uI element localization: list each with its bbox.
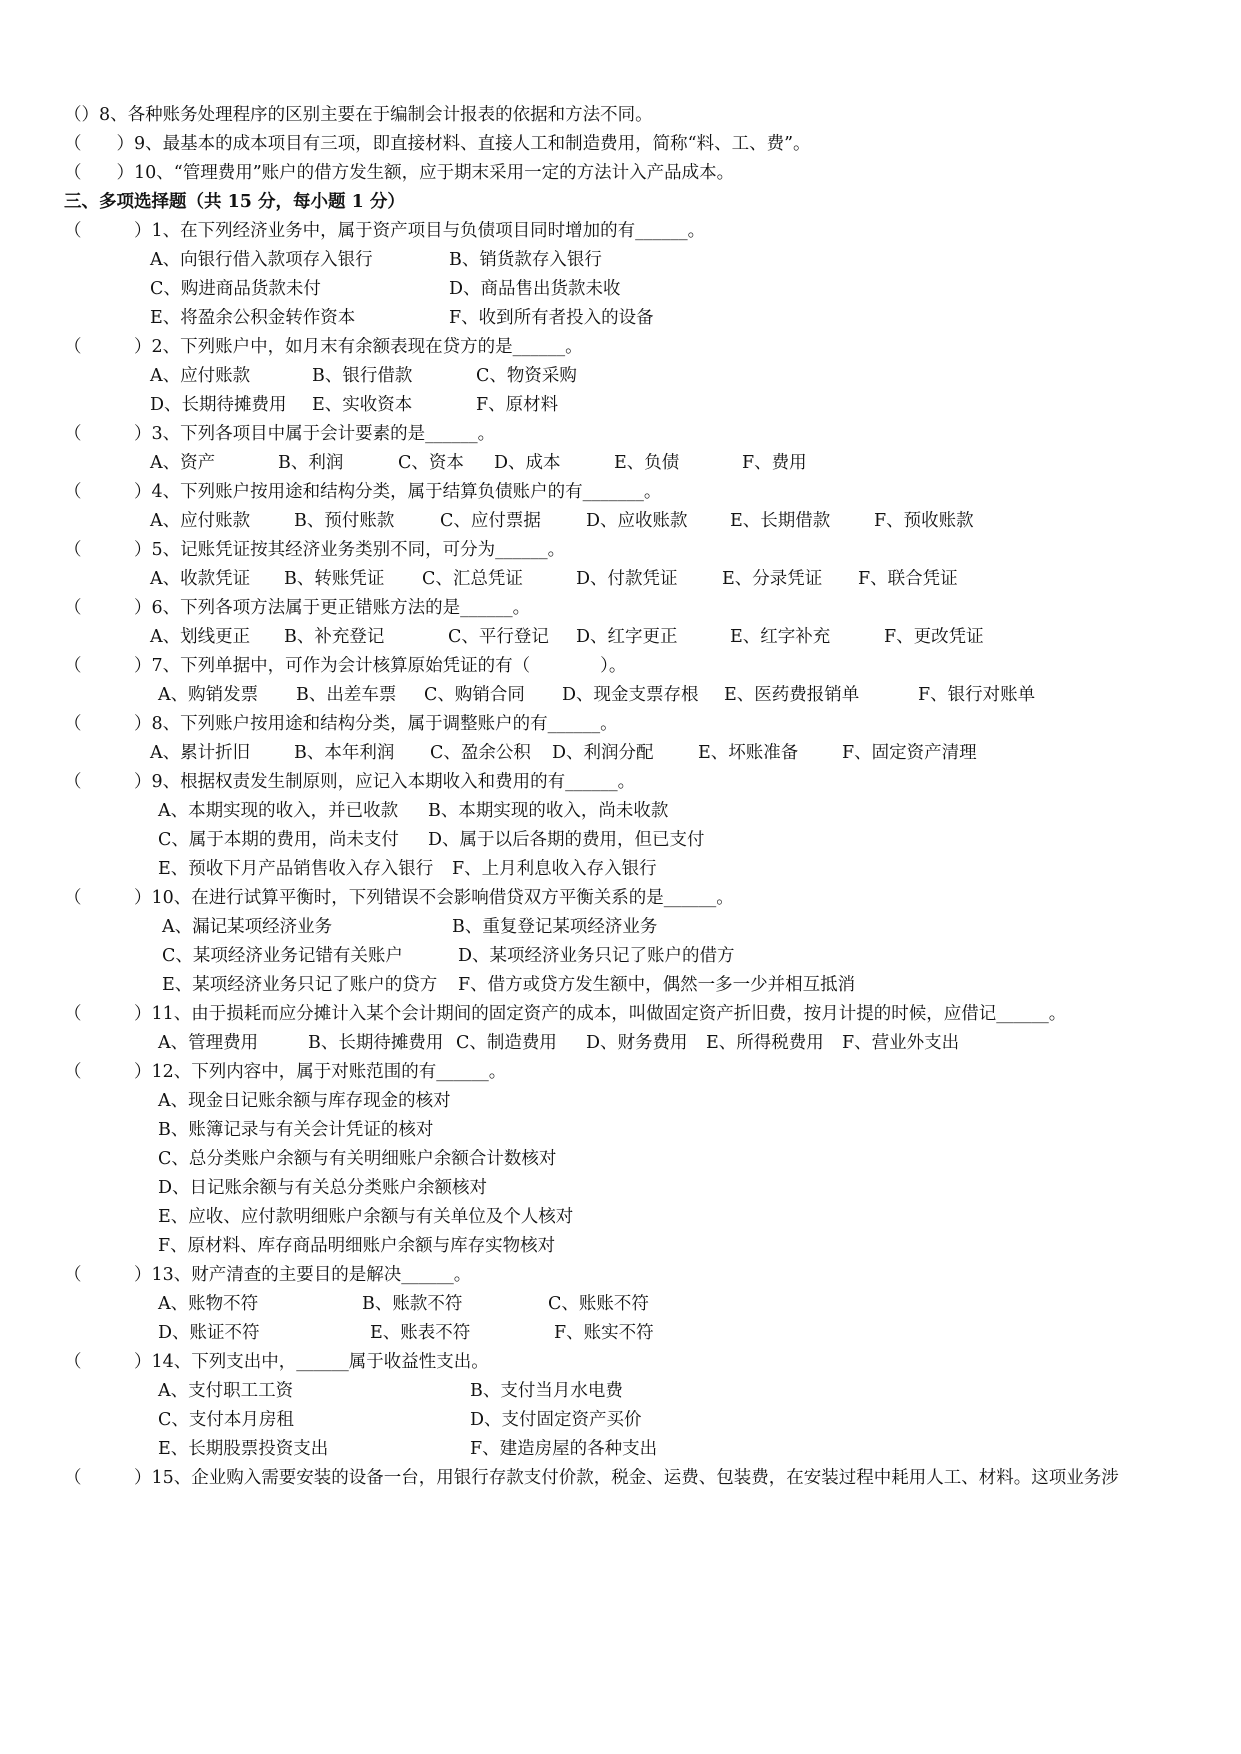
option: D、属于以后各期的费用，但已支付 [428, 830, 705, 850]
option: B、长期待摊费用 [308, 1033, 444, 1053]
option: A、资产 [150, 453, 216, 473]
option: E、某项经济业务只记了账户的贷方 [162, 975, 438, 995]
question-stem: （ ）13、财产清查的主要目的是解决______。 [64, 1265, 472, 1285]
option: B、账簿记录与有关会计凭证的核对 [158, 1120, 434, 1140]
option: F、账实不符 [554, 1323, 654, 1343]
option: C、汇总凭证 [422, 569, 523, 589]
option: D、利润分配 [552, 743, 654, 763]
question-stem: （ ）11、由于损耗而应分摊计入某个会计期间的固定资产的成本，叫做固定资产折旧费，按月计提的时候，应借记______。 [64, 1004, 1067, 1024]
option: E、实收资本 [312, 395, 413, 415]
option: D、现金支票存根 [562, 685, 699, 705]
option: E、坏账准备 [698, 743, 799, 763]
question-stem: （ ）15、企业购入需要安装的设备一台，用银行存款支付价款，税金、运费、包装费，在安装过程中耗用人工、材料。这项业务涉 [64, 1468, 1119, 1488]
option: D、日记账余额与有关总分类账户余额核对 [158, 1178, 488, 1198]
option: B、预付账款 [294, 511, 395, 531]
option: D、商品售出货款未收 [449, 279, 621, 299]
option: A、划线更正 [150, 627, 251, 647]
option: A、应付账款 [150, 511, 251, 531]
option: C、购销合同 [424, 685, 525, 705]
option: A、本期实现的收入，并已收款 [158, 801, 399, 821]
question-stem: （ ）4、下列账户按用途和结构分类，属于结算负债账户的有_______。 [64, 482, 662, 502]
option: F、原材料 [476, 395, 559, 415]
question-stem: （ ）8、下列账户按用途和结构分类，属于调整账户的有______。 [64, 714, 618, 734]
option: A、应付账款 [150, 366, 251, 386]
option: C、账账不符 [548, 1294, 649, 1314]
option: B、支付当月水电费 [470, 1381, 623, 1401]
option: B、账款不符 [362, 1294, 463, 1314]
option: A、购销发票 [158, 685, 259, 705]
option: B、转账凭证 [284, 569, 385, 589]
tf-question-10: （ ）10、“管理费用”账户的借方发生额，应于期末采用一定的方法计入产品成本。 [64, 163, 735, 183]
option: A、账物不符 [158, 1294, 259, 1314]
option: E、医药费报销单 [724, 685, 860, 705]
option: E、应收、应付款明细账户余额与有关单位及个人核对 [158, 1207, 574, 1227]
option: E、分录凭证 [722, 569, 823, 589]
option: D、支付固定资产买价 [470, 1410, 642, 1430]
option: B、补充登记 [284, 627, 385, 647]
option: C、某项经济业务记错有关账户 [162, 946, 403, 966]
option: B、本期实现的收入，尚未收款 [428, 801, 669, 821]
question-stem: （ ）9、根据权责发生制原则，应记入本期收入和费用的有______。 [64, 772, 636, 792]
option: A、管理费用 [158, 1033, 259, 1053]
option: A、累计折旧 [150, 743, 251, 763]
option: A、收款凭证 [150, 569, 251, 589]
option: E、预收下月产品销售收入存入银行 [158, 859, 434, 879]
option: B、银行借款 [312, 366, 413, 386]
option: C、支付本月房租 [158, 1410, 294, 1430]
question-stem: （ ）7、下列单据中，可作为会计核算原始凭证的有（ ）。 [64, 656, 627, 676]
option: B、销货款存入银行 [449, 250, 602, 270]
option: A、漏记某项经济业务 [162, 917, 333, 937]
option: C、购进商品货款未付 [150, 279, 321, 299]
option: C、应付票据 [440, 511, 541, 531]
question-stem: （ ）14、下列支出中，______属于收益性支出。 [64, 1352, 489, 1372]
question-stem: （ ）12、下列内容中，属于对账范围的有______。 [64, 1062, 507, 1082]
option: F、费用 [742, 453, 807, 473]
option: C、总分类账户余额与有关明细账户余额合计数核对 [158, 1149, 557, 1169]
option: B、本年利润 [294, 743, 395, 763]
section-title: 三、多项选择题（共 15 分，每小题 1 分） [64, 192, 405, 212]
option: C、物资采购 [476, 366, 577, 386]
option: D、红字更正 [576, 627, 678, 647]
option: D、账证不符 [158, 1323, 260, 1343]
option: C、资本 [398, 453, 464, 473]
option: A、现金日记账余额与库存现金的核对 [158, 1091, 451, 1111]
question-stem: （ ）10、在进行试算平衡时，下列错误不会影响借贷双方平衡关系的是______。 [64, 888, 734, 908]
option: E、账表不符 [370, 1323, 471, 1343]
option: E、长期借款 [730, 511, 831, 531]
option: E、负债 [614, 453, 680, 473]
option: F、收到所有者投入的设备 [449, 308, 654, 328]
tf-question-9: （ ）9、最基本的成本项目有三项，即直接材料、直接人工和制造费用，简称“料、工、费”。 [64, 134, 811, 154]
option: C、制造费用 [456, 1033, 557, 1053]
option: F、借方或贷方发生额中，偶然一多一少并相互抵消 [458, 975, 856, 995]
option: E、将盈余公积金转作资本 [150, 308, 356, 328]
option: F、建造房屋的各种支出 [470, 1439, 658, 1459]
option: D、长期待摊费用 [150, 395, 287, 415]
option: D、成本 [494, 453, 561, 473]
option: C、平行登记 [448, 627, 549, 647]
option: A、向银行借入款项存入银行 [150, 250, 373, 270]
option: F、联合凭证 [858, 569, 958, 589]
option: D、某项经济业务只记了账户的借方 [458, 946, 735, 966]
option: C、盈余公积 [430, 743, 531, 763]
option: B、重复登记某项经济业务 [452, 917, 658, 937]
option: F、原材料、库存商品明细账户余额与库存实物核对 [158, 1236, 556, 1256]
option: C、属于本期的费用，尚未支付 [158, 830, 399, 850]
option: D、应收账款 [586, 511, 688, 531]
option: F、上月利息收入存入银行 [452, 859, 657, 879]
question-stem: （ ）3、下列各项目中属于会计要素的是______。 [64, 424, 496, 444]
option: D、财务费用 [586, 1033, 688, 1053]
question-stem: （ ）5、记账凭证按其经济业务类别不同，可分为______。 [64, 540, 566, 560]
option: E、长期股票投资支出 [158, 1439, 329, 1459]
option: B、利润 [278, 453, 344, 473]
option: B、出差车票 [296, 685, 397, 705]
question-stem: （ ）1、在下列经济业务中，属于资产项目与负债项目同时增加的有______。 [64, 221, 706, 241]
option: E、红字补充 [730, 627, 831, 647]
option: D、付款凭证 [576, 569, 678, 589]
question-stem: （ ）2、下列账户中，如月末有余额表现在贷方的是______。 [64, 337, 583, 357]
option: A、支付职工工资 [158, 1381, 294, 1401]
option: F、预收账款 [874, 511, 974, 531]
option: F、固定资产清理 [842, 743, 977, 763]
option: F、营业外支出 [842, 1033, 960, 1053]
option: F、银行对账单 [918, 685, 1036, 705]
option: E、所得税费用 [706, 1033, 824, 1053]
tf-question-8: （）8、各种账务处理程序的区别主要在于编制会计报表的依据和方法不同。 [64, 105, 653, 125]
question-stem: （ ）6、下列各项方法属于更正错账方法的是______。 [64, 598, 531, 618]
option: F、更改凭证 [884, 627, 984, 647]
